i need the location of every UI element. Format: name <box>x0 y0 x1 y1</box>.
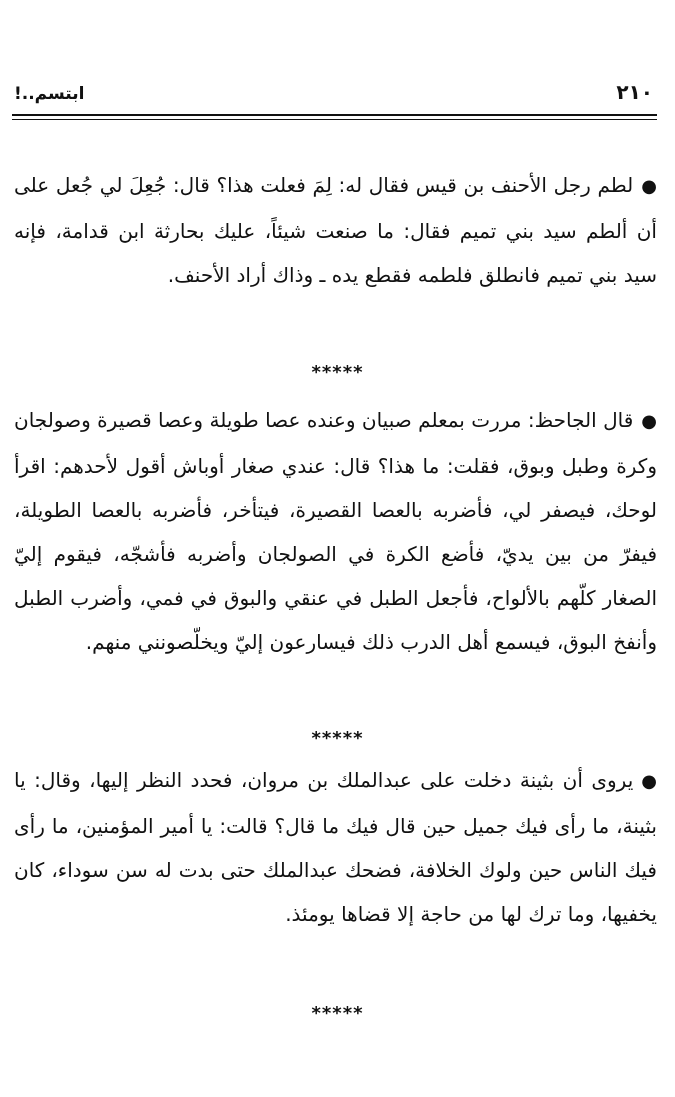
paragraph-2 <box>14 398 657 664</box>
paragraph-text: لطم رجل الأحنف بن قيس فقال له: لِمَ فعلت هذا؟ قال: جُعِلَ لي جُعل على أن ألطم سيد بني تميم فقال: ما صنعت شيئاً، عليك بحارثة ابن قدامة، فإنه سيد بني تميم فانطلق فلطمه فقطع يده ـ وذاك أراد الأحنف. <box>14 173 657 287</box>
bullet-icon: ● <box>641 411 657 432</box>
separator-2: ***** <box>311 728 364 749</box>
paragraph-text: قال الجاحظ: مررت بمعلم صبيان وعنده عصا طويلة وعصا قصيرة وصولجان وكرة وطبل وبوق، فقلت: ما هذا؟ قال: عندي صغار أوباش أقول لأحدهم: اقرأ لوحك، فيصفر لي، فأضربه بالعصا القصيرة، فيتأخر، فأضربه بالعصا الطويلة، فيفرّ من بين يديّ، فأضع الكرة في الصولجان وأضربه فأشجّه، فيقوم إليّ الصغار كلّهم بالألواح، فأجعل الطبل في عنقي والبوق في فمي، وأضرب الطبل وأنفخ البوق، فيسمع أهل الدرب ذلك فيسارعون إليّ ويخلّصونني منهم. <box>14 408 657 654</box>
page-number: ٢١٠ <box>616 80 653 104</box>
paragraph-1 <box>14 163 657 297</box>
bullet-icon: ● <box>641 771 657 792</box>
header-rule-thick <box>12 114 657 116</box>
separator-3: ***** <box>311 1003 364 1024</box>
bullet-icon: ● <box>641 176 657 197</box>
header-rule-thin <box>12 119 657 120</box>
page-header <box>12 76 657 116</box>
separator-1: ***** <box>311 362 364 383</box>
paragraph-3 <box>14 758 657 936</box>
running-title: ابتسم..! <box>14 84 85 104</box>
paragraph-text: يروى أن بثينة دخلت على عبدالملك بن مروان، فحدد النظر إليها، وقال: يا بثينة، ما رأى فيك جميل حين قال فيك ما قال؟ قالت: يا أمير المؤمنين، ما رأى فيك الناس حين ولوك الخلافة، فضحك عبدالملك حتى بدت له سن سوداء، كان يخفيها، وما ترك لها من حاجة إلا قضاها يومئذ. <box>14 768 657 926</box>
